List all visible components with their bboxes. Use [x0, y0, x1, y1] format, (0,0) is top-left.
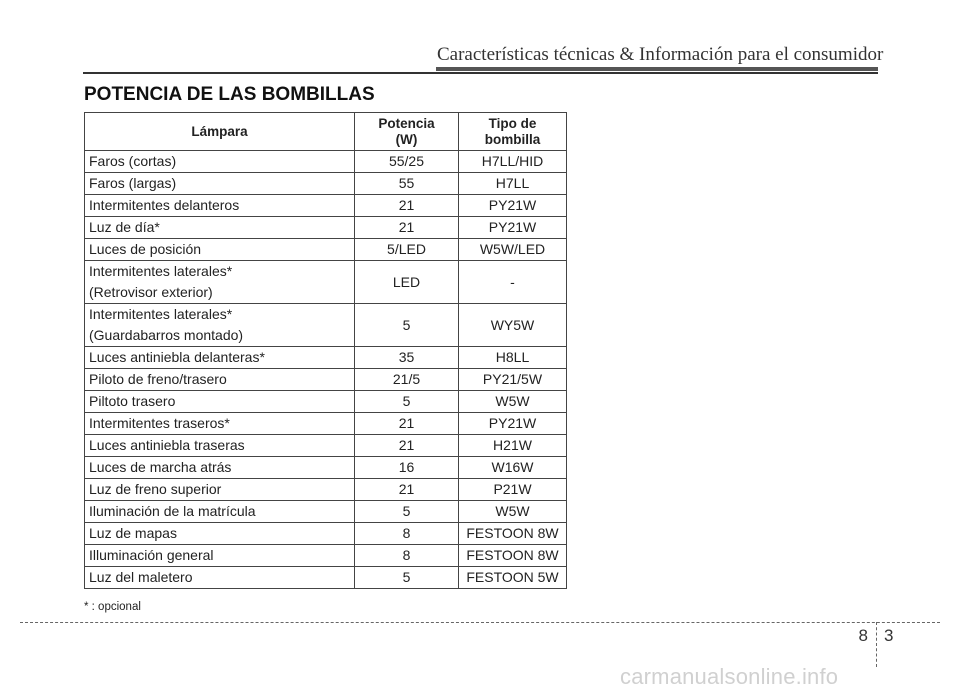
- type-cell: FESTOON 5W: [459, 567, 567, 589]
- table-row: [85, 479, 567, 501]
- lamp-cell-line1: Intermitentes laterales*: [89, 306, 233, 322]
- power-cell: 21: [355, 435, 459, 457]
- lamp-cell: Luces de posición: [85, 239, 355, 261]
- power-cell: 21/5: [355, 369, 459, 391]
- lamp-cell: Luz de mapas: [85, 523, 355, 545]
- type-cell: P21W: [459, 479, 567, 501]
- table-row: [85, 173, 567, 195]
- power-cell: LED: [355, 261, 459, 304]
- type-cell: FESTOON 8W: [459, 523, 567, 545]
- power-cell: 35: [355, 347, 459, 369]
- type-cell: W5W: [459, 391, 567, 413]
- lamp-cell: Luces antiniebla traseras: [85, 435, 355, 457]
- power-cell: 21: [355, 479, 459, 501]
- power-cell: 8: [355, 523, 459, 545]
- running-header: Características técnicas & Información para el consumidor: [437, 44, 884, 65]
- power-cell: 21: [355, 413, 459, 435]
- table-row: [85, 304, 567, 347]
- column-header-type-line1: Tipo de: [488, 115, 537, 131]
- power-cell: 5: [355, 501, 459, 523]
- type-cell: H7LL/HID: [459, 151, 567, 173]
- column-header-type: [459, 113, 567, 151]
- header-rule: [436, 67, 878, 71]
- table-row: [85, 151, 567, 173]
- type-cell: PY21W: [459, 195, 567, 217]
- footnote: * : opcional: [84, 601, 141, 613]
- column-header-power-line2: (W): [395, 131, 418, 147]
- type-cell: PY21W: [459, 217, 567, 239]
- table-row: [85, 195, 567, 217]
- type-cell: -: [459, 261, 567, 304]
- type-cell: H8LL: [459, 347, 567, 369]
- lamp-cell: Intermitentes delanteros: [85, 195, 355, 217]
- lamp-cell: Piltoto trasero: [85, 391, 355, 413]
- header-thin-rule: [83, 72, 878, 74]
- table-row: [85, 435, 567, 457]
- type-cell: H21W: [459, 435, 567, 457]
- lamp-cell: Iluminación de la matrícula: [85, 501, 355, 523]
- power-cell: 5/LED: [355, 239, 459, 261]
- table-row: [85, 347, 567, 369]
- lamp-cell: Luz del maletero: [85, 567, 355, 589]
- lamp-cell: [85, 261, 355, 304]
- table-row: [85, 391, 567, 413]
- lamp-cell: Illuminación general: [85, 545, 355, 567]
- table-row: [85, 567, 567, 589]
- power-cell: 21: [355, 217, 459, 239]
- type-cell: PY21/5W: [459, 369, 567, 391]
- lamp-cell-line2: (Guardabarros montado): [89, 327, 244, 343]
- page-number-divider: [876, 622, 877, 667]
- lamp-cell-line1: Intermitentes laterales*: [89, 263, 233, 279]
- power-cell: 5: [355, 567, 459, 589]
- power-cell: 16: [355, 457, 459, 479]
- table-row: [85, 217, 567, 239]
- table-row: [85, 457, 567, 479]
- lamp-cell-line2: (Retrovisor exterior): [89, 284, 213, 300]
- page-number: 3: [884, 626, 894, 645]
- lamp-cell: Intermitentes traseros*: [85, 413, 355, 435]
- power-cell: 55: [355, 173, 459, 195]
- type-cell: W5W/LED: [459, 239, 567, 261]
- section-title: POTENCIA DE LAS BOMBILLAS: [84, 84, 375, 105]
- chapter-number: 8: [858, 626, 868, 645]
- column-header-lamp: Lámpara: [85, 113, 355, 151]
- lamp-cell: Luces antiniebla delanteras*: [85, 347, 355, 369]
- type-cell: W5W: [459, 501, 567, 523]
- table-row: [85, 413, 567, 435]
- type-cell: FESTOON 8W: [459, 545, 567, 567]
- power-cell: 21: [355, 195, 459, 217]
- table-row: [85, 545, 567, 567]
- lamp-cell: Luz de freno superior: [85, 479, 355, 501]
- power-cell: 8: [355, 545, 459, 567]
- column-header-power-line1: Potencia: [378, 115, 435, 131]
- lamp-cell: Luces de marcha atrás: [85, 457, 355, 479]
- table-row: [85, 501, 567, 523]
- table-row: [85, 239, 567, 261]
- type-cell: W16W: [459, 457, 567, 479]
- column-header-power: [355, 113, 459, 151]
- lamp-cell: Piloto de freno/trasero: [85, 369, 355, 391]
- type-cell: H7LL: [459, 173, 567, 195]
- table-row: [85, 369, 567, 391]
- table-header-row: [85, 113, 567, 151]
- type-cell: WY5W: [459, 304, 567, 347]
- lamp-cell: Faros (cortas): [85, 151, 355, 173]
- power-cell: 55/25: [355, 151, 459, 173]
- table-row: [85, 523, 567, 545]
- column-header-type-line2: bombilla: [484, 131, 541, 147]
- lamp-cell: [85, 304, 355, 347]
- power-cell: 5: [355, 304, 459, 347]
- table-row: [85, 261, 567, 304]
- lamp-cell: Luz de día*: [85, 217, 355, 239]
- power-cell: 5: [355, 391, 459, 413]
- bulb-wattage-table: [84, 112, 567, 589]
- footer-dashed-rule: [20, 622, 940, 623]
- watermark: carmanualsonline.info: [620, 664, 839, 689]
- type-cell: PY21W: [459, 413, 567, 435]
- lamp-cell: Faros (largas): [85, 173, 355, 195]
